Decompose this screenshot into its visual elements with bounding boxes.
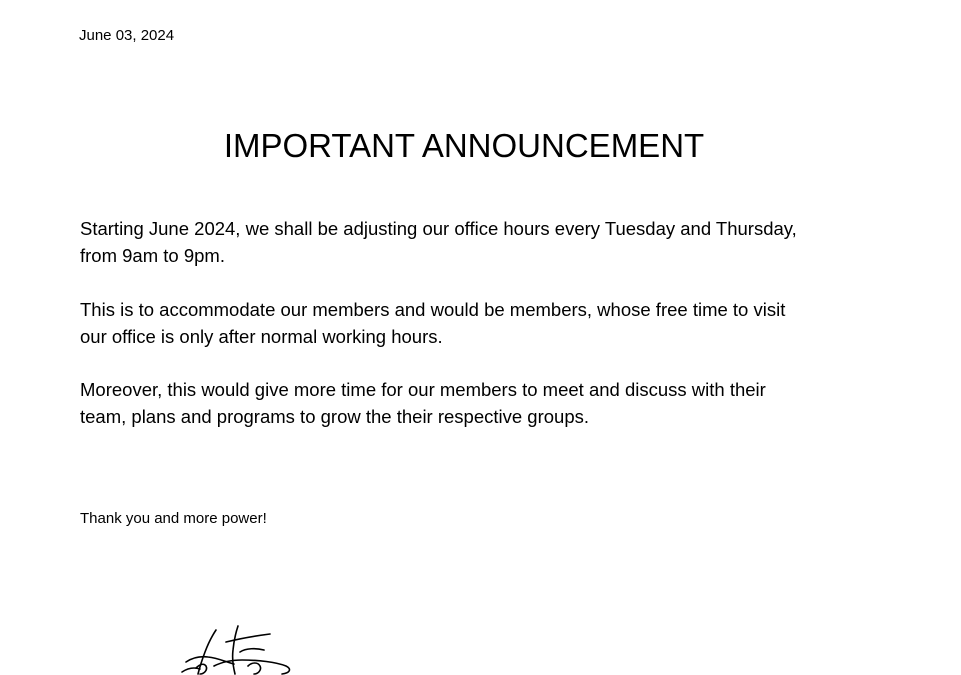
paragraph-more-time xyxy=(80,376,900,430)
paragraph-line: team, plans and programs to grow the their respective groups. xyxy=(80,406,590,427)
announcement-title: IMPORTANT ANNOUNCEMENT xyxy=(223,127,705,164)
paragraph-line: Moreover, this would give more time for our members to meet and discuss with their xyxy=(80,379,766,400)
paragraph-line: our office is only after normal working hours. xyxy=(80,326,443,347)
closing-line: Thank you and more power! xyxy=(80,510,267,527)
paragraph-office-hours xyxy=(80,215,900,269)
letter-date: June 03, 2024 xyxy=(79,27,175,44)
paragraph-accommodate-members xyxy=(80,296,900,350)
paragraph-line: Starting June 2024, we shall be adjusting our office hours every Tuesday and Thursday, xyxy=(80,218,797,239)
paragraph-line: This is to accommodate our members and would be members, whose free time to visit xyxy=(80,299,786,320)
handwritten-signature-icon xyxy=(178,622,308,675)
paragraph-line: from 9am to 9pm. xyxy=(80,245,225,266)
